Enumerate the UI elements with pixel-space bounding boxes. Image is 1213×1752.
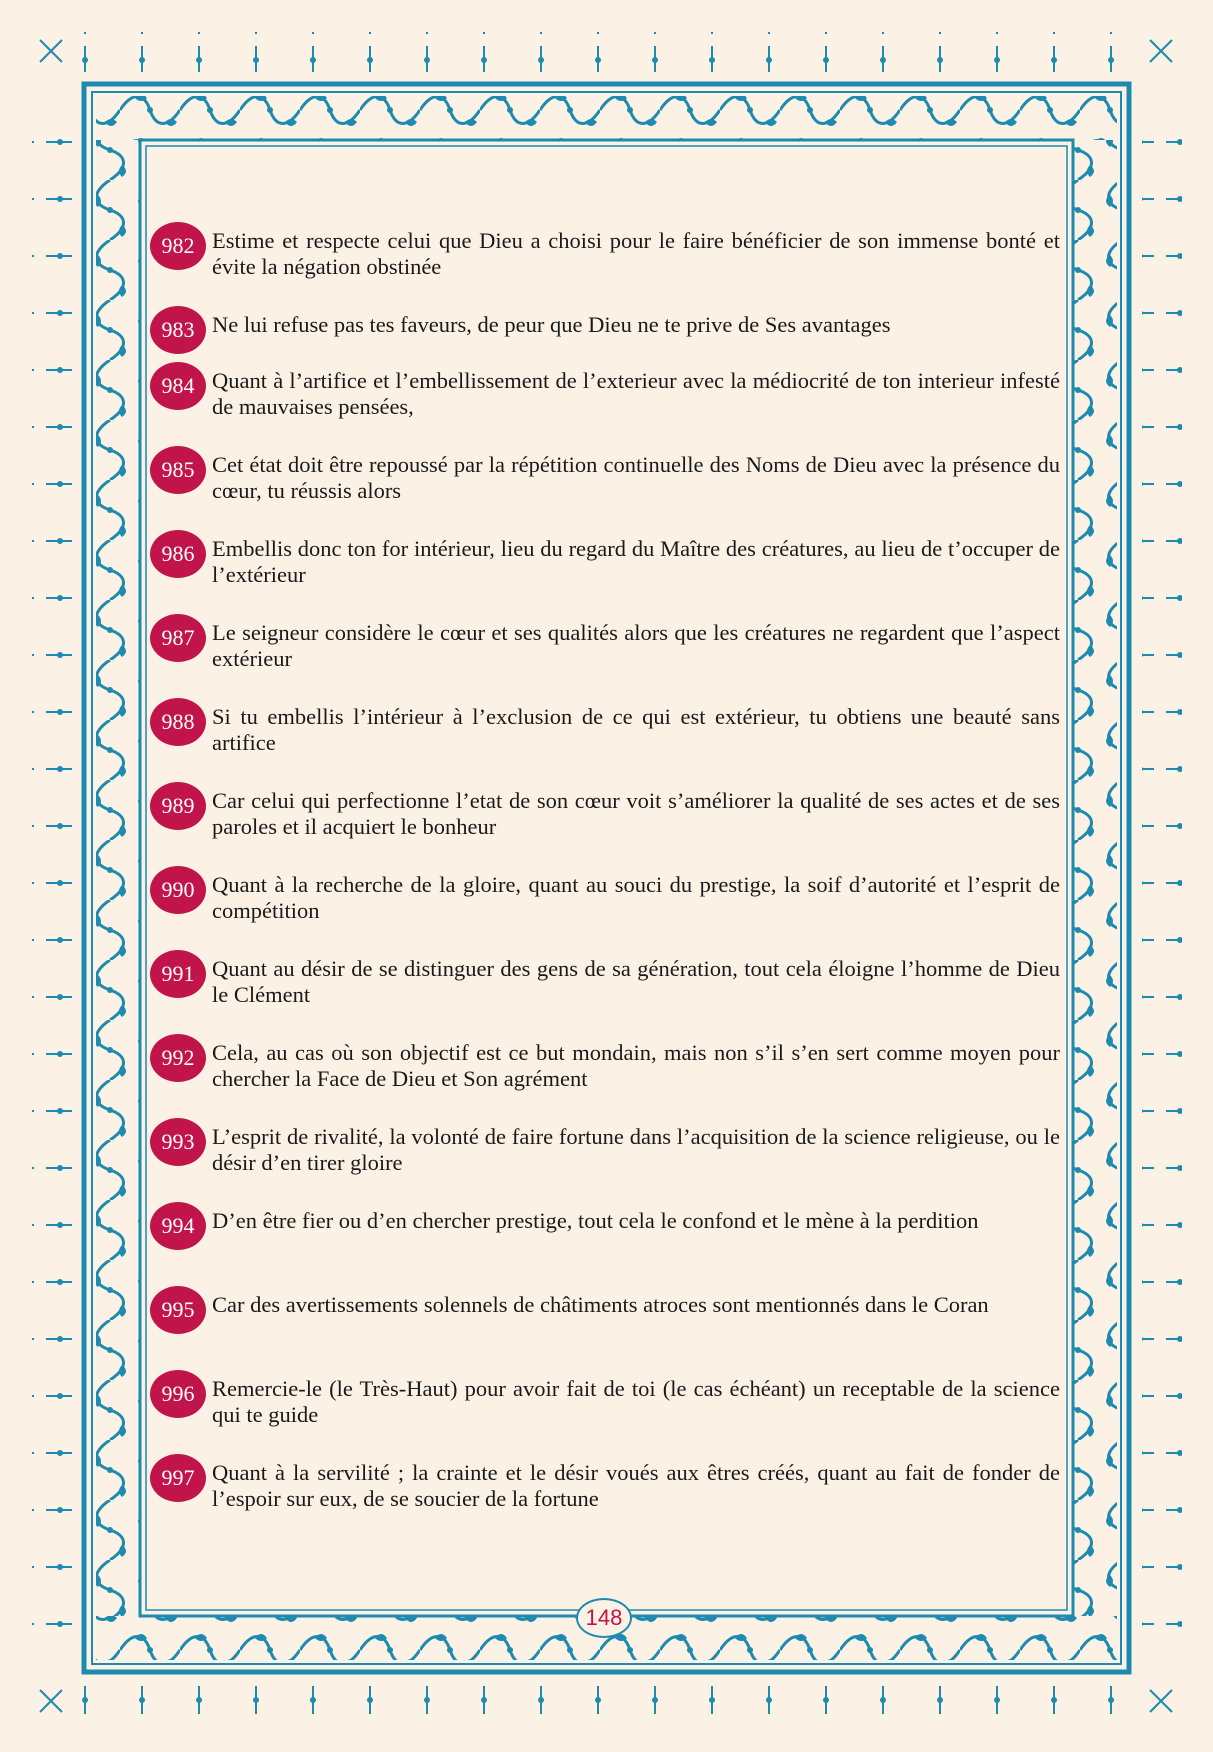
verse-text: Quant à l’artifice et l’embellissement de l’exterieur avec la médiocrité de ton interieur infesté de mauvaises pensées, (212, 368, 1060, 419)
verse-item (150, 620, 1060, 672)
verse-number-badge: 986 (150, 530, 206, 578)
verse-text: Cela, au cas où son objectif est ce but mondain, mais non s’il s’en sert comme moyen pour chercher la Face de Dieu et Son agrément (212, 1040, 1060, 1091)
verse-item (150, 788, 1060, 840)
verse-number-badge: 982 (150, 222, 206, 270)
verse-text: Estime et respecte celui que Dieu a choisi pour le faire bénéficier de son immense bonté et évite la négation obstinée (212, 228, 1060, 279)
verse-item (150, 1292, 1060, 1322)
verse-number-badge: 985 (150, 446, 206, 494)
verse-text: D’en être fier ou d’en chercher prestige, tout cela le confond et le mène à la perdition (212, 1208, 979, 1233)
verse-text: Quant au désir de se distinguer des gens de sa génération, tout cela éloigne l’homme de Dieu le Clément (212, 956, 1060, 1007)
verse-text: Quant à la recherche de la gloire, quant au souci du prestige, la soif d’autorité et l’esprit de compétition (212, 872, 1060, 923)
verse-number-badge: 996 (150, 1370, 206, 1418)
verse-number-badge: 988 (150, 698, 206, 746)
verse-text: Cet état doit être repoussé par la répétition continuelle des Noms de Dieu avec la présence du cœur, tu réussis alors (212, 452, 1060, 503)
verse-item (150, 704, 1060, 756)
verse-text: Si tu embellis l’intérieur à l’exclusion de ce qui est extérieur, tu obtiens une beauté sans artifice (212, 704, 1060, 755)
verse-number-badge: 991 (150, 950, 206, 998)
verse-item (150, 1460, 1060, 1512)
verse-text: Le seigneur considère le cœur et ses qualités alors que les créatures ne regardent que l’aspect extérieur (212, 620, 1060, 671)
verse-number-badge: 990 (150, 866, 206, 914)
verse-item (150, 228, 1060, 280)
verse-item (150, 1376, 1060, 1428)
verse-text: Ne lui refuse pas tes faveurs, de peur que Dieu ne te prive de Ses avantages (212, 312, 891, 337)
verse-number-badge: 997 (150, 1454, 206, 1502)
verse-text: L’esprit de rivalité, la volonté de faire fortune dans l’acquisition de la science religieuse, ou le désir d’en tirer gloire (212, 1124, 1060, 1175)
verse-number-badge: 993 (150, 1118, 206, 1166)
verse-text: Quant à la servilité ; la crainte et le désir voués aux êtres créés, quant au fait de fonder de l’espoir sur eux, de se soucier de la fortune (212, 1460, 1060, 1511)
verse-item (150, 452, 1060, 504)
verse-number-badge: 989 (150, 782, 206, 830)
verse-item (150, 956, 1060, 1008)
verse-number-badge: 987 (150, 614, 206, 662)
verse-number-badge: 992 (150, 1034, 206, 1082)
verse-number-badge: 983 (150, 306, 206, 354)
verse-item (150, 1124, 1060, 1176)
verse-item (150, 1208, 1060, 1238)
verse-item (150, 368, 1060, 420)
verse-number-badge: 995 (150, 1286, 206, 1334)
verse-number-badge: 994 (150, 1202, 206, 1250)
verse-item (150, 872, 1060, 924)
page-number: 148 (576, 1598, 632, 1638)
verse-text: Car des avertissements solennels de châtiments atroces sont mentionnés dans le Coran (212, 1292, 989, 1317)
verse-text: Car celui qui perfectionne l’etat de son cœur voit s’améliorer la qualité de ses actes et de ses paroles et il acquiert le bonheur (212, 788, 1060, 839)
verse-item (150, 1040, 1060, 1092)
verse-item (150, 312, 1060, 342)
verse-text: Remercie-le (le Très-Haut) pour avoir fait de toi (le cas échéant) un receptable de la science qui te guide (212, 1376, 1060, 1427)
verse-item (150, 536, 1060, 588)
verse-number-badge: 984 (150, 362, 206, 410)
verse-text: Embellis donc ton for intérieur, lieu du regard du Maître des créatures, au lieu de t’occuper de l’extérieur (212, 536, 1060, 587)
